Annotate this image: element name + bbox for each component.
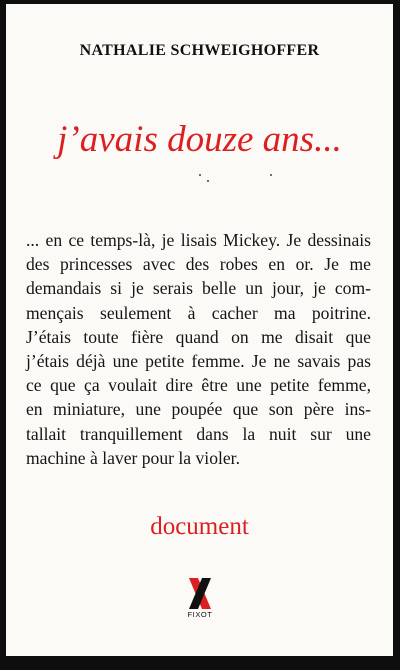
blurb-line: en miniature, une poupée que son père ins- — [26, 399, 371, 420]
genre-label: document — [150, 513, 249, 540]
blurb-line: ... en ce temps-là, je lisais Mickey. Je dessinais — [26, 230, 371, 250]
publisher-name: FIXOT — [187, 610, 213, 619]
back-cover-blurb — [26, 228, 371, 470]
author-name: NATHALIE SCHWEIGHOFFER — [79, 42, 320, 59]
blurb-line: ce que ça voulait dire être une petite femme, — [26, 375, 371, 396]
blurb-line: demandais si je serais belle un jour, je com- — [26, 278, 371, 299]
blurb-line: des princesses avec des robes en or. Je me — [26, 254, 371, 275]
publisher-logo — [182, 578, 218, 624]
blurb-line: mençais seulement à cacher ma poitrine. — [26, 302, 371, 323]
blurb-line: machine à laver pour la violer. — [26, 447, 240, 468]
blurb-line: j’étais déjà une petite femme. Je ne savais pas — [26, 351, 371, 372]
print-speck — [199, 174, 201, 176]
print-speck — [207, 180, 209, 182]
blurb-line: J’étais toute fière quand on me disait que — [26, 326, 371, 347]
blurb-line: tallait tranquillement dans la nuit sur une — [26, 423, 371, 444]
book-title: j’avais douze ans... — [57, 119, 342, 160]
print-speck — [270, 174, 272, 176]
book-cover — [6, 4, 393, 656]
red-black-x-logo-icon — [182, 578, 218, 610]
